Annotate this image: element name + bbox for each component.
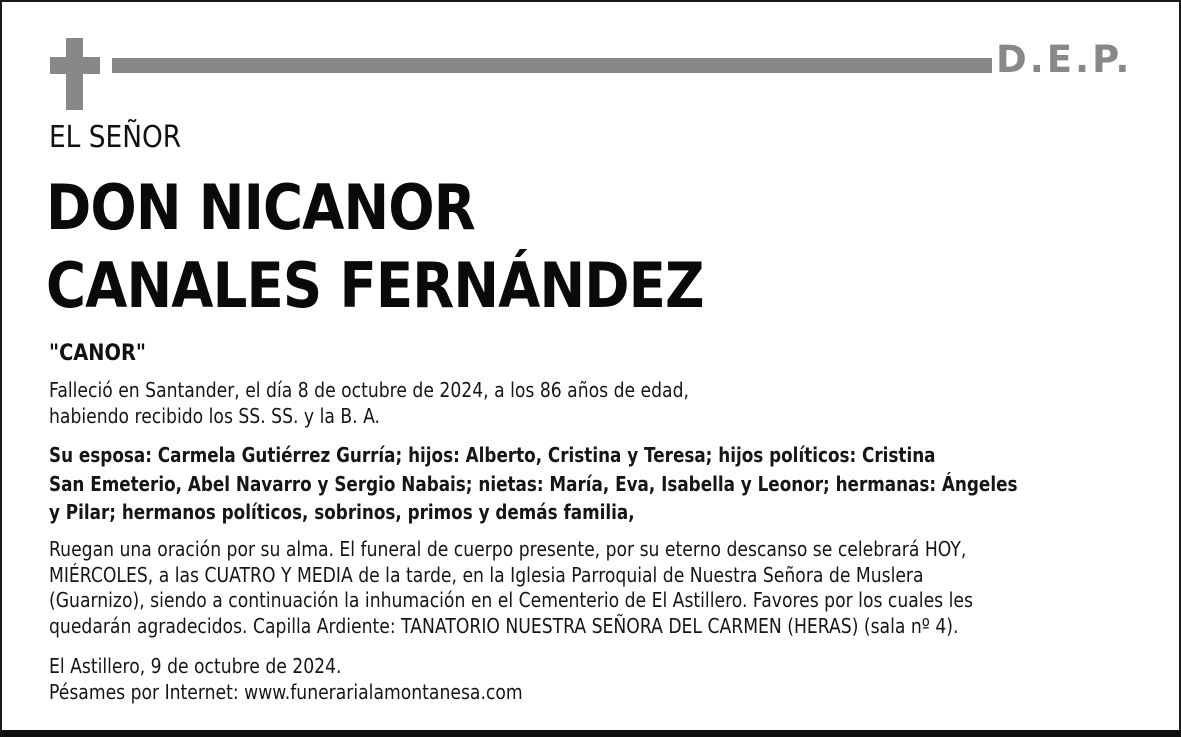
service-line: (Guarnizo), siendo a continuación la inhumación en el Cementerio de El Astillero. Favores por los cuales les (49, 588, 973, 612)
honorific-prefix: EL SEÑOR (49, 120, 182, 155)
service-line: quedarán agradecidos. Capilla Ardiente: TANATORIO NUESTRA SEÑORA DEL CARMEN (HERAS) (sala nº 4). (49, 613, 959, 638)
service-line: Ruegan una oración por su alma. El funeral de cuerpo presente, por su eterno descanso se celebrará HOY, (49, 537, 967, 561)
nickname: "CANOR" (49, 341, 146, 366)
dep-label: D.E.P. (996, 38, 1133, 81)
condolences-link[interactable]: Pésames por Internet: www.funerarialamontanesa.com (49, 679, 523, 704)
family-line: y Pilar; hermanos políticos, sobrinos, primos y demás familia, (49, 500, 635, 524)
service-paragraph (49, 537, 973, 639)
deceased-name-line2: CANALES FERNÁNDEZ (46, 249, 704, 322)
death-paragraph (49, 378, 689, 429)
deceased-name-line1: DON NICANOR (46, 171, 475, 244)
cross-icon-vertical (66, 38, 83, 110)
family-paragraph (49, 441, 1017, 527)
family-line: San Emeterio, Abel Navarro y Sergio Nabais; nietas: María, Eva, Isabella y Leonor; hermanas: Ángeles (49, 471, 1018, 496)
death-line: Falleció en Santander, el día 8 de octubre de 2024, a los 86 años de edad, (49, 378, 689, 402)
death-line: habiendo recibido los SS. SS. y la B. A. (49, 403, 381, 428)
header-rule (112, 58, 992, 73)
service-line: MIÉRCOLES, a las CUATRO Y MEDIA de la tarde, en la Iglesia Parroquial de Nuestra Señora de Muslera (49, 562, 924, 587)
place-date-line: El Astillero, 9 de octubre de 2024. (49, 654, 342, 678)
footer-paragraph (49, 654, 523, 705)
family-line: Su esposa: Carmela Gutiérrez Gurría; hijos: Alberto, Cristina y Teresa; hijos políticos: Cristina (49, 443, 936, 467)
cross-icon-horizontal (50, 57, 100, 74)
